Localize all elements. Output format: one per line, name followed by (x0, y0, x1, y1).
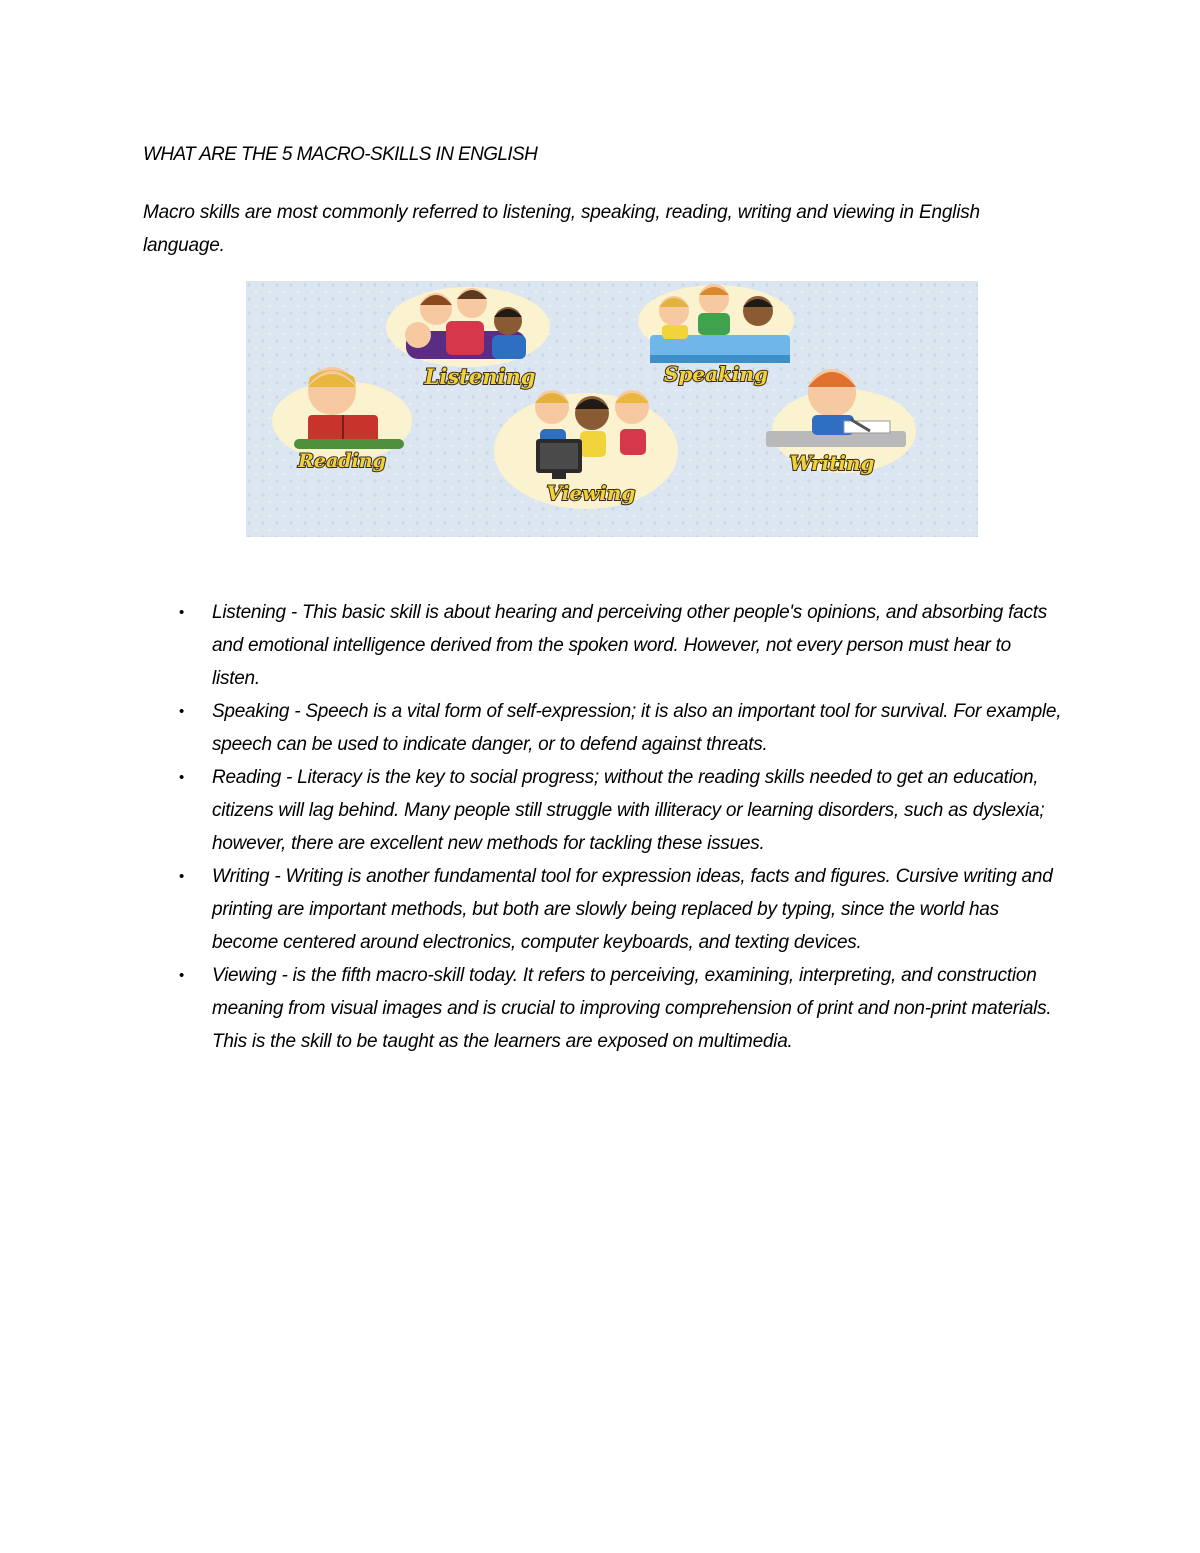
macro-skills-list (143, 596, 1063, 1058)
list-item-speaking (143, 695, 1063, 761)
label-viewing: Viewing (546, 481, 636, 505)
bullet-icon: • (179, 604, 185, 621)
bullet-icon: • (179, 967, 185, 984)
illustration-canvas (246, 281, 978, 537)
label-writing: Writing (789, 451, 875, 475)
list-item-viewing (143, 959, 1063, 1058)
speaking-children-group (638, 284, 794, 363)
label-listening: Listening (424, 364, 536, 389)
skill-text: Speaking - Speech is a vital form of self-expression; it is also an important tool for survival. For example, speech can be used to indicate danger, or to defend against threats. (212, 701, 1062, 755)
skill-text: Listening - This basic skill is about hearing and perceiving other people's opinions, and absorbing facts and emotional intelligence derived from the spoken word. However, not every person must hear to listen. (212, 602, 1048, 689)
list-item-listening (143, 596, 1063, 695)
skill-text: Reading - Literacy is the key to social progress; without the reading skills needed to get an education, citizens will lag behind. Many people still struggle with illiteracy or learning disorders, such as dyslexia; however, there are excellent new methods for tackling these issues. (212, 767, 1045, 854)
macro-skills-illustration (246, 281, 978, 537)
bullet-icon: • (179, 769, 185, 786)
list-item-writing (143, 860, 1063, 959)
listening-children-group (386, 287, 550, 367)
skill-text: Writing - Writing is another fundamental tool for expression ideas, facts and figures. Cursive writing and printing are important methods, but both are slowly being replaced by typing, since the world has become centered around electronics, computer keyboards, and texting devices. (212, 866, 1053, 953)
document-title: WHAT ARE THE 5 MACRO-SKILLS IN ENGLISH (143, 144, 538, 165)
bullet-icon: • (179, 868, 185, 885)
intro-paragraph: Macro skills are most commonly referred to listening, speaking, reading, writing and viewing in English language. (143, 202, 980, 256)
list-item-reading (143, 761, 1063, 860)
skill-text: Viewing - is the fifth macro-skill today. It refers to perceiving, examining, interpreting, and construction meaning from visual images and is crucial to improving comprehension of print and non-print materials. This is the skill to be taught as the learners are exposed on multimedia. (212, 965, 1052, 1052)
label-reading: Reading (298, 450, 386, 472)
label-speaking: Speaking (663, 362, 769, 386)
bullet-icon: • (179, 703, 185, 720)
